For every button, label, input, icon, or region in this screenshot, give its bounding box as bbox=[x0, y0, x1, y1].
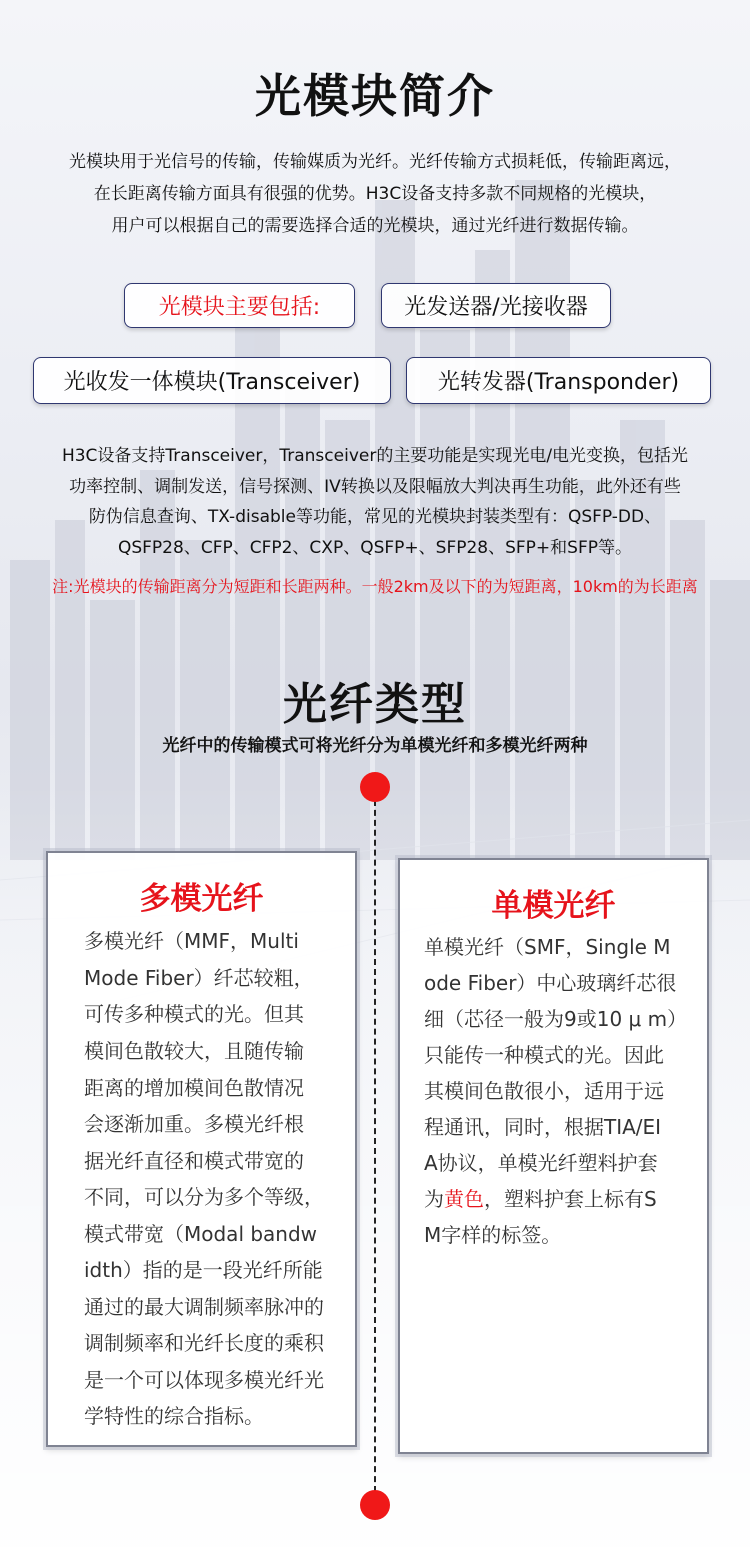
multimode-text-line: 多模光纤（MMF，Multi bbox=[84, 929, 299, 953]
multimode-text-line: 学特性的综合指标。 bbox=[84, 1404, 264, 1428]
intro-line: 在长距离传输方面具有很强的优势。H3C设备支持多款不同规格的光模块， bbox=[93, 184, 657, 204]
singlemode-text-line: M字样的标签。 bbox=[424, 1223, 562, 1247]
multimode-text-line: Mode Fiber）纤芯较粗， bbox=[84, 966, 314, 990]
main-types-label-pill: 光模块主要包括: bbox=[124, 283, 355, 328]
transceiver-pill: 光收发一体模块(Transceiver) bbox=[33, 357, 391, 404]
singlemode-text-line: A协议，单模光纤塑料护套 bbox=[424, 1151, 658, 1175]
multimode-text-line: 模式带宽（Modal bandw bbox=[84, 1222, 318, 1246]
singlemode-card-title: 单模光纤 bbox=[491, 888, 616, 924]
timeline-bottom-dot bbox=[360, 1490, 390, 1520]
multimode-card-title: 多模光纤 bbox=[139, 881, 264, 917]
intro-paragraph bbox=[45, 146, 705, 242]
timeline-top-dot bbox=[360, 772, 390, 802]
description-line: H3C设备支持Transceiver，Transceiver的主要功能是实现光电/电光变换，包括光 bbox=[61, 446, 689, 466]
intro-line: 光模块用于光信号的传输，传输媒质为光纤。光纤传输方式损耗低，传输距离远， bbox=[69, 152, 681, 172]
singlemode-fiber-card bbox=[398, 858, 709, 1454]
singlemode-text-line bbox=[424, 1183, 657, 1212]
transponder-pill: 光转发器(Transponder) bbox=[406, 357, 711, 404]
singlemode-text-line: 细（芯径一般为9或10 μ m） bbox=[424, 1007, 688, 1031]
description-line: 功率控制、调制发送，信号探测、IV转换以及限幅放大判决再生功能，此外还有些 bbox=[69, 476, 681, 497]
multimode-text-line: 距离的增加模间色散情况 bbox=[84, 1076, 304, 1100]
description-line: 防伪信息查询、TX-disable等功能，常见的光模块封装类型有：QSFP-DD、 bbox=[88, 507, 662, 527]
singlemode-line8-suffix: ，塑料护套上标有S bbox=[484, 1187, 657, 1211]
timeline-dashed-line bbox=[374, 790, 376, 1502]
multimode-text-line: 据光纤直径和模式带宽的 bbox=[84, 1149, 304, 1173]
fiber-types-title: 光纤类型 bbox=[283, 679, 467, 730]
singlemode-text-line: 只能传一种模式的光。因此 bbox=[424, 1043, 664, 1067]
transceiver-description bbox=[18, 441, 732, 563]
multimode-text-line: 调制频率和光纤长度的乘积 bbox=[84, 1331, 324, 1355]
singlemode-text-line: ode Fiber）中心玻璃纤芯很 bbox=[424, 971, 677, 995]
multimode-text-line: 可传多种模式的光。但其 bbox=[84, 1002, 304, 1026]
singlemode-text-line: 单模光纤（SMF，Single M bbox=[424, 935, 671, 959]
multimode-text-line: 通过的最大调制频率脉冲的 bbox=[84, 1295, 324, 1319]
multimode-text-line: 会逐渐加重。多模光纤根 bbox=[84, 1112, 304, 1136]
description-line: QSFP28、CFP、CFP2、CXP、QSFP+、SFP28、SFP+和SFP等。 bbox=[117, 537, 632, 558]
singlemode-line8-prefix: 为 bbox=[424, 1187, 444, 1211]
singlemode-text-line: 其模间色散很小，适用于远 bbox=[424, 1079, 664, 1103]
fiber-types-subtitle: 光纤中的传输模式可将光纤分为单模光纤和多模光纤两种 bbox=[162, 736, 588, 756]
tx-rx-pill: 光发送器/光接收器 bbox=[381, 283, 611, 328]
intro-line: 用户可以根据自己的需要选择合适的光模块，通过光纤进行数据传输。 bbox=[111, 216, 639, 236]
page-title: 光模块简介 bbox=[255, 69, 495, 123]
distance-note: 注:光模块的传输距离分为短距和长距两种。一般2km及以下的为短距离，10km的为长距离 bbox=[52, 577, 698, 596]
multimode-fiber-card bbox=[46, 851, 357, 1447]
singlemode-text-line: 程通讯，同时，根据TIA/EI bbox=[424, 1115, 662, 1139]
multimode-text-line: 不同，可以分为多个等级， bbox=[84, 1185, 324, 1209]
yellow-color-highlight: 黄色 bbox=[444, 1187, 484, 1211]
multimode-text-line: idth）指的是一段光纤所能 bbox=[84, 1258, 323, 1282]
multimode-text-line: 是一个可以体现多模光纤光 bbox=[84, 1368, 324, 1392]
multimode-text-line: 模间色散较大，且随传输 bbox=[84, 1039, 304, 1063]
